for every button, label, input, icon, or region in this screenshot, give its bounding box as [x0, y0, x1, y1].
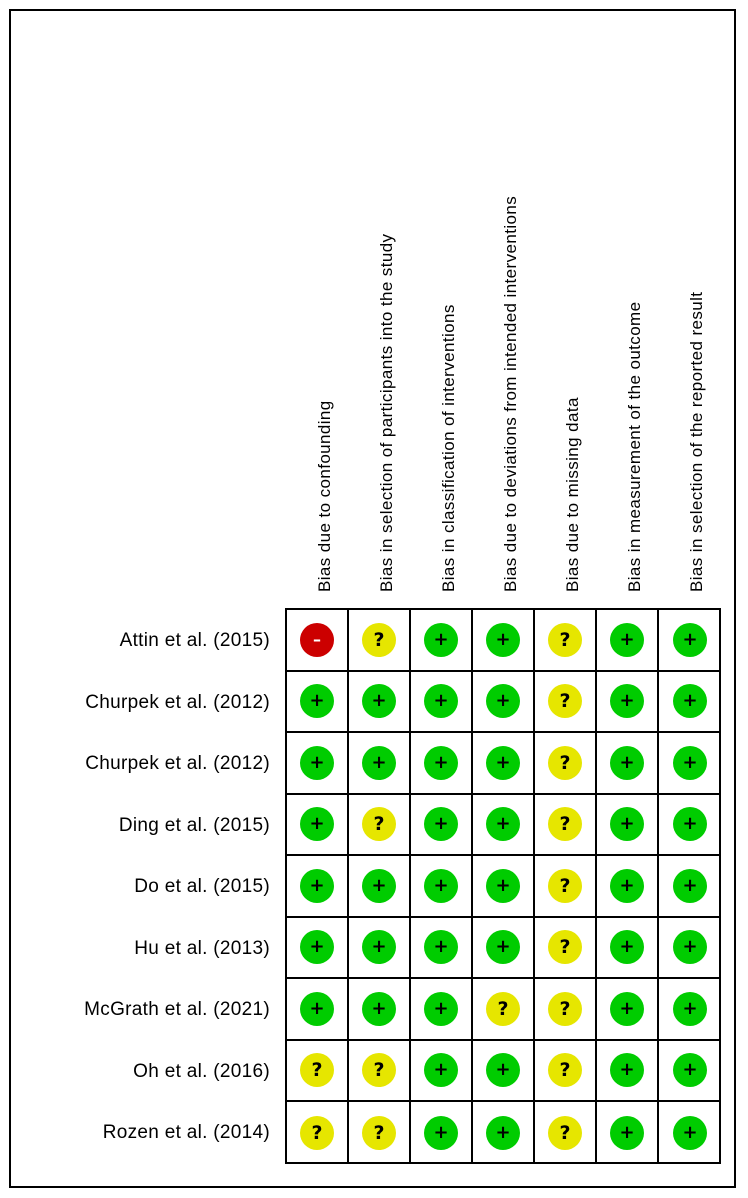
low-risk-icon: +: [610, 992, 644, 1026]
rating-cell: [535, 979, 597, 1041]
low-risk-icon: +: [362, 684, 396, 718]
rating-cell: [411, 979, 473, 1041]
rating-cell: [597, 672, 659, 734]
some-risk-icon: ?: [548, 1053, 582, 1087]
rating-cell: [287, 979, 349, 1041]
low-risk-icon: +: [424, 992, 458, 1026]
low-risk-icon: +: [486, 930, 520, 964]
rating-cell: [349, 1041, 411, 1103]
low-risk-icon: +: [362, 869, 396, 903]
domain-header-6: [595, 11, 657, 608]
rating-cell: [597, 856, 659, 918]
rating-cell: [473, 1102, 535, 1164]
domain-header-5: [533, 11, 595, 608]
low-risk-icon: +: [673, 1116, 707, 1150]
domain-header-2: [347, 11, 409, 608]
some-risk-icon: ?: [362, 807, 396, 841]
rating-cell: [473, 979, 535, 1041]
low-risk-icon: +: [362, 992, 396, 1026]
low-risk-icon: +: [424, 623, 458, 657]
low-risk-icon: +: [424, 930, 458, 964]
study-label: Oh et al. (2016): [133, 1060, 270, 1082]
some-risk-icon: ?: [548, 869, 582, 903]
rating-cell: [411, 610, 473, 672]
some-risk-icon: ?: [300, 1053, 334, 1087]
rating-cell: [287, 610, 349, 672]
rating-cell: [349, 1102, 411, 1164]
some-risk-icon: ?: [548, 746, 582, 780]
low-risk-icon: +: [673, 623, 707, 657]
rating-cell: [535, 1041, 597, 1103]
rating-cell: [473, 733, 535, 795]
low-risk-icon: +: [300, 930, 334, 964]
rating-cell: [349, 672, 411, 734]
rating-cell: [597, 610, 659, 672]
rating-cell: [535, 733, 597, 795]
rating-cell: [287, 918, 349, 980]
rating-cell: [411, 1102, 473, 1164]
rating-cell: [287, 856, 349, 918]
rating-cell: [287, 795, 349, 857]
some-risk-icon: ?: [300, 1116, 334, 1150]
domain-label: Bias in selection of participants into the study: [377, 233, 396, 592]
rating-cell: [287, 672, 349, 734]
rating-cell: [597, 1041, 659, 1103]
rating-cell: [659, 795, 721, 857]
low-risk-icon: +: [300, 869, 334, 903]
rating-cell: [659, 979, 721, 1041]
some-risk-icon: ?: [548, 930, 582, 964]
rating-cell: [659, 672, 721, 734]
study-label: Hu et al. (2013): [134, 937, 270, 959]
low-risk-icon: +: [673, 807, 707, 841]
rating-cell: [535, 795, 597, 857]
low-risk-icon: +: [610, 930, 644, 964]
rating-cell: [349, 610, 411, 672]
low-risk-icon: +: [424, 807, 458, 841]
some-risk-icon: ?: [548, 807, 582, 841]
low-risk-icon: +: [610, 869, 644, 903]
low-risk-icon: +: [673, 930, 707, 964]
rating-cell: [659, 1041, 721, 1103]
low-risk-icon: +: [673, 684, 707, 718]
low-risk-icon: +: [300, 992, 334, 1026]
low-risk-icon: +: [673, 992, 707, 1026]
domain-label: Bias due to confounding: [315, 400, 334, 592]
rating-cell: [411, 856, 473, 918]
low-risk-icon: +: [300, 684, 334, 718]
rating-cell: [597, 795, 659, 857]
domain-label: Bias in measurement of the outcome: [625, 301, 644, 592]
rating-cell: [411, 918, 473, 980]
some-risk-icon: ?: [548, 1116, 582, 1150]
rating-cell: [411, 795, 473, 857]
rating-cell: [349, 733, 411, 795]
rating-cell: [473, 610, 535, 672]
low-risk-icon: +: [673, 746, 707, 780]
domain-label: Bias due to missing data: [563, 397, 582, 592]
study-label: Churpek et al. (2012): [85, 753, 270, 774]
rating-cell: [535, 672, 597, 734]
some-risk-icon: ?: [548, 992, 582, 1026]
low-risk-icon: +: [424, 1053, 458, 1087]
low-risk-icon: +: [673, 869, 707, 903]
rating-cell: [349, 979, 411, 1041]
low-risk-icon: +: [300, 807, 334, 841]
rating-cell: [287, 1041, 349, 1103]
some-risk-icon: ?: [362, 623, 396, 657]
some-risk-icon: ?: [362, 1053, 396, 1087]
domain-header-1: [285, 11, 347, 608]
low-risk-icon: +: [610, 623, 644, 657]
some-risk-icon: ?: [548, 623, 582, 657]
rating-cell: [659, 856, 721, 918]
domain-header-4: [471, 11, 533, 608]
low-risk-icon: +: [486, 684, 520, 718]
low-risk-icon: +: [486, 869, 520, 903]
domain-header-3: [409, 11, 471, 608]
high-risk-icon: –: [300, 623, 334, 657]
low-risk-icon: +: [673, 1053, 707, 1087]
study-label: Churpek et al. (2012): [85, 691, 270, 713]
low-risk-icon: +: [424, 869, 458, 903]
rating-cell: [659, 610, 721, 672]
some-risk-icon: ?: [486, 992, 520, 1026]
rating-cell: [659, 918, 721, 980]
domain-label: Bias due to deviations from intended interventions: [501, 195, 520, 592]
low-risk-icon: +: [362, 930, 396, 964]
domain-header-7: [657, 11, 719, 608]
domain-label: Bias in classification of interventions: [439, 304, 458, 592]
low-risk-icon: +: [300, 746, 334, 780]
rating-cell: [597, 733, 659, 795]
low-risk-icon: +: [486, 807, 520, 841]
low-risk-icon: +: [486, 623, 520, 657]
rating-cell: [597, 1102, 659, 1164]
low-risk-icon: +: [486, 1053, 520, 1087]
study-label: Rozen et al. (2014): [102, 1122, 270, 1143]
low-risk-icon: +: [362, 746, 396, 780]
rating-cell: [473, 1041, 535, 1103]
rating-cell: [349, 918, 411, 980]
rating-cell: [597, 918, 659, 980]
rating-cell: [473, 918, 535, 980]
rating-cell: [535, 856, 597, 918]
low-risk-icon: +: [610, 1116, 644, 1150]
low-risk-icon: +: [424, 1116, 458, 1150]
risk-of-bias-figure: [9, 9, 736, 1188]
low-risk-icon: +: [610, 684, 644, 718]
rating-cell: [659, 1102, 721, 1164]
study-label: Ding et al. (2015): [118, 814, 270, 836]
rating-cell: [473, 856, 535, 918]
rating-cell: [411, 1041, 473, 1103]
low-risk-icon: +: [424, 684, 458, 718]
rating-cell: [287, 1102, 349, 1164]
rating-cell: [535, 610, 597, 672]
rating-cell: [349, 795, 411, 857]
rating-cell: [473, 672, 535, 734]
rating-cell: [411, 672, 473, 734]
rating-cell: [535, 918, 597, 980]
rating-cell: [349, 856, 411, 918]
study-label: McGrath et al. (2021): [84, 999, 270, 1020]
rating-cell: [659, 733, 721, 795]
rating-cell: [597, 979, 659, 1041]
study-label: Do et al. (2015): [134, 876, 270, 897]
rating-cell: [411, 733, 473, 795]
risk-of-bias-grid: [285, 608, 721, 1164]
some-risk-icon: ?: [548, 684, 582, 718]
rating-cell: [473, 795, 535, 857]
low-risk-icon: +: [486, 746, 520, 780]
domain-label: Bias in selection of the reported result: [687, 291, 706, 592]
low-risk-icon: +: [610, 1053, 644, 1087]
low-risk-icon: +: [486, 1116, 520, 1150]
some-risk-icon: ?: [362, 1116, 396, 1150]
low-risk-icon: +: [610, 746, 644, 780]
rating-cell: [287, 733, 349, 795]
rating-cell: [535, 1102, 597, 1164]
low-risk-icon: +: [610, 807, 644, 841]
low-risk-icon: +: [424, 746, 458, 780]
study-label: Attin et al. (2015): [119, 630, 270, 651]
